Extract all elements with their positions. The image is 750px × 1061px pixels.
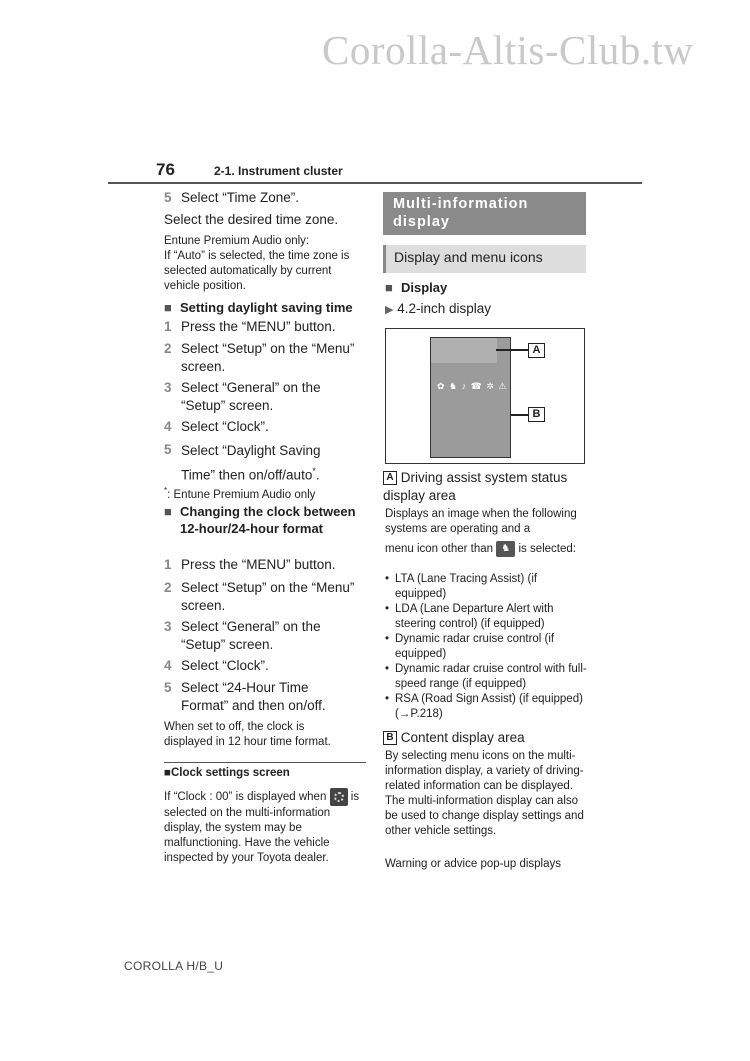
area-b-title: B Content display area [383, 729, 588, 747]
step-number: 5 [164, 190, 172, 205]
settings-gear-icon [330, 788, 348, 806]
footer-model: COROLLA H/B_U [124, 959, 224, 973]
label-b: B [383, 731, 397, 745]
entune-note-1: Entune Premium Audio only: [164, 235, 310, 247]
area-b-text: By selecting menu icons on the multi-information display, a variety of driving-related information can be displayed. The multi-information display can also be used to change display settings and other vehicle settings. [385, 750, 584, 837]
menu-icons-row: ✿ ♞ ♪ ☎ ✲ ⚠ [437, 381, 508, 391]
list-item: • RSA (Road Sign Assist) (if equipped) (→P.218) [385, 692, 590, 722]
heading-display-menu-icons: Display and menu icons [383, 245, 586, 273]
label-a: A [383, 471, 397, 485]
area-a-text-2: menu icon other than ♞ is selected: [385, 543, 576, 556]
heading-multi-info-display: Multi-information display [383, 192, 586, 235]
square-bullet-icon: ■ [164, 300, 172, 315]
callout-a-leader [496, 349, 528, 351]
callout-a: A [528, 343, 545, 358]
square-bullet-icon: ■ [385, 280, 393, 295]
watermark: Corolla-Altis-Club.tw [322, 27, 694, 73]
list-item: • Dynamic radar cruise control (if equipped) [385, 632, 590, 662]
list-item: • LDA (Lane Departure Alert with steering control) (if equipped) [385, 602, 590, 632]
display-sub: ▶ 4.2-inch display [385, 301, 492, 316]
area-a [431, 338, 497, 363]
triangle-bullet-icon: ▶ [385, 304, 394, 316]
area-a-text: Displays an image when the following systems are operating and a [385, 508, 577, 535]
asterisk: * [312, 466, 316, 476]
step-text: Select “Time Zone”. [181, 190, 300, 205]
display-screen [430, 337, 511, 458]
page-number: 76 [156, 160, 175, 179]
section-title: 2-1. Instrument cluster [214, 164, 343, 178]
callout-b: B [528, 407, 545, 422]
settings-text: If “Clock : 00” is displayed when is selected on the multi-information display, the system may be malfunctioning. Have the vehicle inspected by your Toyota dealer. [164, 788, 369, 866]
driving-assist-icon: ♞ [496, 541, 515, 557]
square-bullet-icon: ■ [164, 504, 172, 519]
area-a-title: A Driving assist system status display area [383, 470, 568, 503]
footnote: *: Entune Premium Audio only [164, 486, 316, 501]
note-rule [164, 762, 366, 763]
header-rule [108, 182, 642, 184]
callout-b-leader [511, 414, 528, 416]
display-figure [385, 328, 585, 464]
select-zone-text: Select the desired time zone. [164, 212, 339, 227]
area-b-text-2: Warning or advice pop-up displays [385, 858, 561, 870]
system-list [385, 572, 590, 722]
settings-title: ■Clock settings screen [164, 767, 290, 779]
off-note: When set to off, the clock is displayed in 12 hour time format. [164, 721, 331, 748]
list-item: • LTA (Lane Tracing Assist) (if equipped) [385, 572, 590, 602]
entune-note-2: If “Auto” is selected, the time zone is selected automatically by current vehicle position. [164, 250, 350, 292]
list-item: • Dynamic radar cruise control with full-speed range (if equipped) [385, 662, 590, 692]
